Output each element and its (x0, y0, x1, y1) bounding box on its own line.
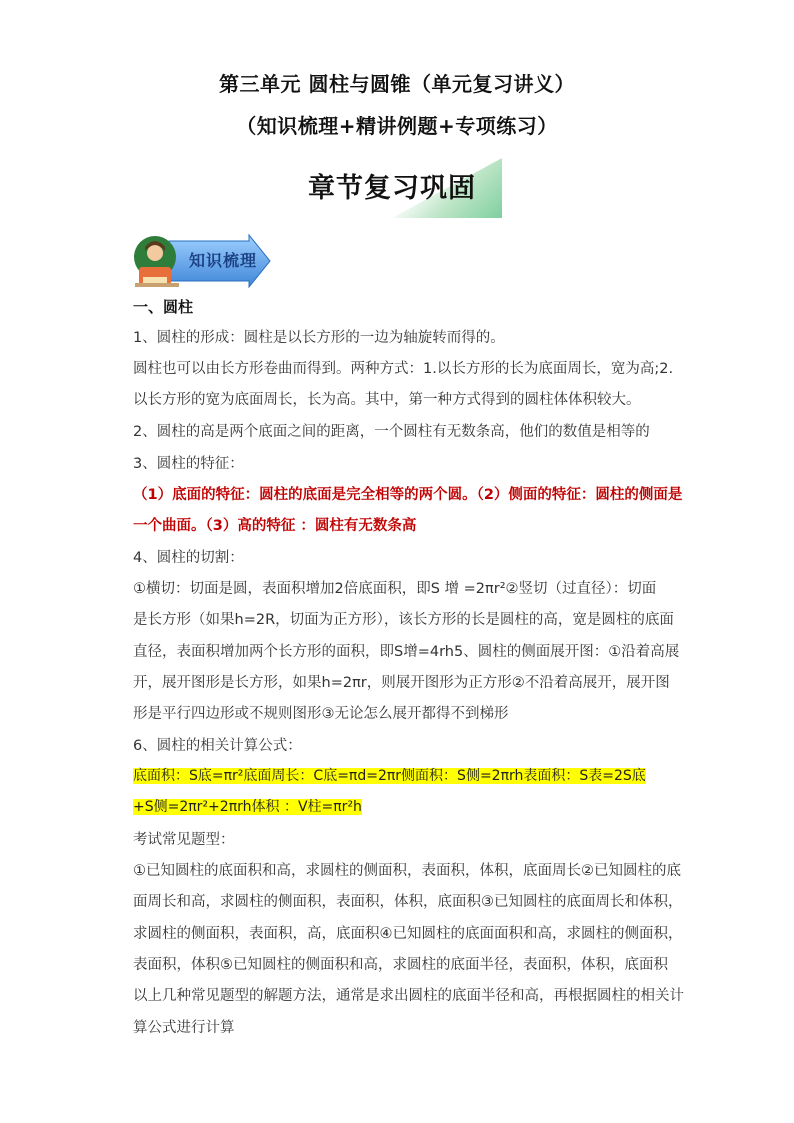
text-line: 2、圆柱的高是两个底面之间的距离，一个圆柱有无数条高，他们的数值是相等的 (133, 424, 650, 440)
text-line: ①横切：切面是圆，表面积增加2倍底面积，即S 增 =2πr²②竖切（过直径）：切面 (133, 581, 657, 597)
page-subtitle: （知识梳理+精讲例题+专项练习） (236, 114, 558, 138)
text-line: 求圆柱的侧面积，表面积，高，底面积④已知圆柱的底面面积和高，求圆柱的侧面积， (133, 926, 683, 942)
text-line: 直径，表面积增加两个长方形的面积，即S增=4rh5、圆柱的侧面展开图：①沿着高展 (133, 644, 680, 660)
formula-line (133, 796, 673, 816)
formula-highlight: 底面积：S底=πr²底面周长：C底=πd=2πr侧面积：S侧=2πrh表面积：S表=2S底 (133, 768, 646, 784)
text-line: 表面积，体积⑤已知圆柱的侧面积和高，求圆柱的底面半径，表面积，体积，底面积 (133, 957, 668, 973)
knowledge-badge-label: 知识梳理 (189, 251, 258, 270)
text-line: 以上几种常见题型的解题方法，通常是求出圆柱的底面半径和高，再根据圆柱的相关计 (133, 988, 684, 1004)
feature-line-red: 一个曲面。（3）高的特征 ：圆柱有无数条高 (133, 518, 417, 534)
banner-text: 章节复习巩固 (308, 173, 476, 204)
text-line: 面周长和高，求圆柱的侧面积，表面积，体积，底面积③已知圆柱的底面周长和体积， (133, 894, 683, 910)
text-line: 是长方形（如果h=2R，切面为正方形），该长方形的长是圆柱的高，宽是圆柱的底面 (133, 612, 674, 628)
page-title: 第三单元 圆柱与圆锥（单元复习讲义） (219, 72, 575, 96)
text-line: 圆柱也可以由长方形卷曲而得到。两种方式：1.以长方形的长为底面周长，宽为高;2. (133, 361, 674, 377)
text-line: 算公式进行计算 (133, 1020, 235, 1036)
formula-line (133, 765, 673, 785)
text-line: 以长方形的宽为底面周长，长为高。其中，第一种方式得到的圆柱体体积较大。 (133, 392, 641, 408)
feature-line-red: （1）底面的特征：圆柱的底面是完全相等的两个圆。（2）侧面的特征：圆柱的侧面是 (133, 487, 683, 503)
text-line: 开，展开图形是长方形，如果h=2πr，则展开图形为正方形②不沿着高展开，展开图 (133, 675, 670, 691)
text-line: 3、圆柱的特征： (133, 456, 244, 472)
text-line: 1、圆柱的形成：圆柱是以长方形的一边为轴旋转而得的。 (133, 330, 505, 346)
text-line: 形是平行四边形或不规则图形③无论怎么展开都得不到梯形 (133, 706, 509, 722)
knowledge-badge (131, 233, 271, 289)
chapter-banner (300, 158, 502, 218)
cut-heading: 4、圆柱的切割： (133, 550, 244, 566)
exam-heading: 考试常见题型： (133, 832, 235, 848)
formula-highlight: +S侧=2πr²+2πrh体积 ：V柱=πr²h (133, 799, 362, 815)
text-line: ①已知圆柱的底面积和高，求圆柱的侧面积，表面积，体积，底面周长②已知圆柱的底 (133, 863, 681, 879)
formula-heading: 6、圆柱的相关计算公式： (133, 738, 302, 754)
section-heading: 一、圆柱 (133, 298, 194, 316)
